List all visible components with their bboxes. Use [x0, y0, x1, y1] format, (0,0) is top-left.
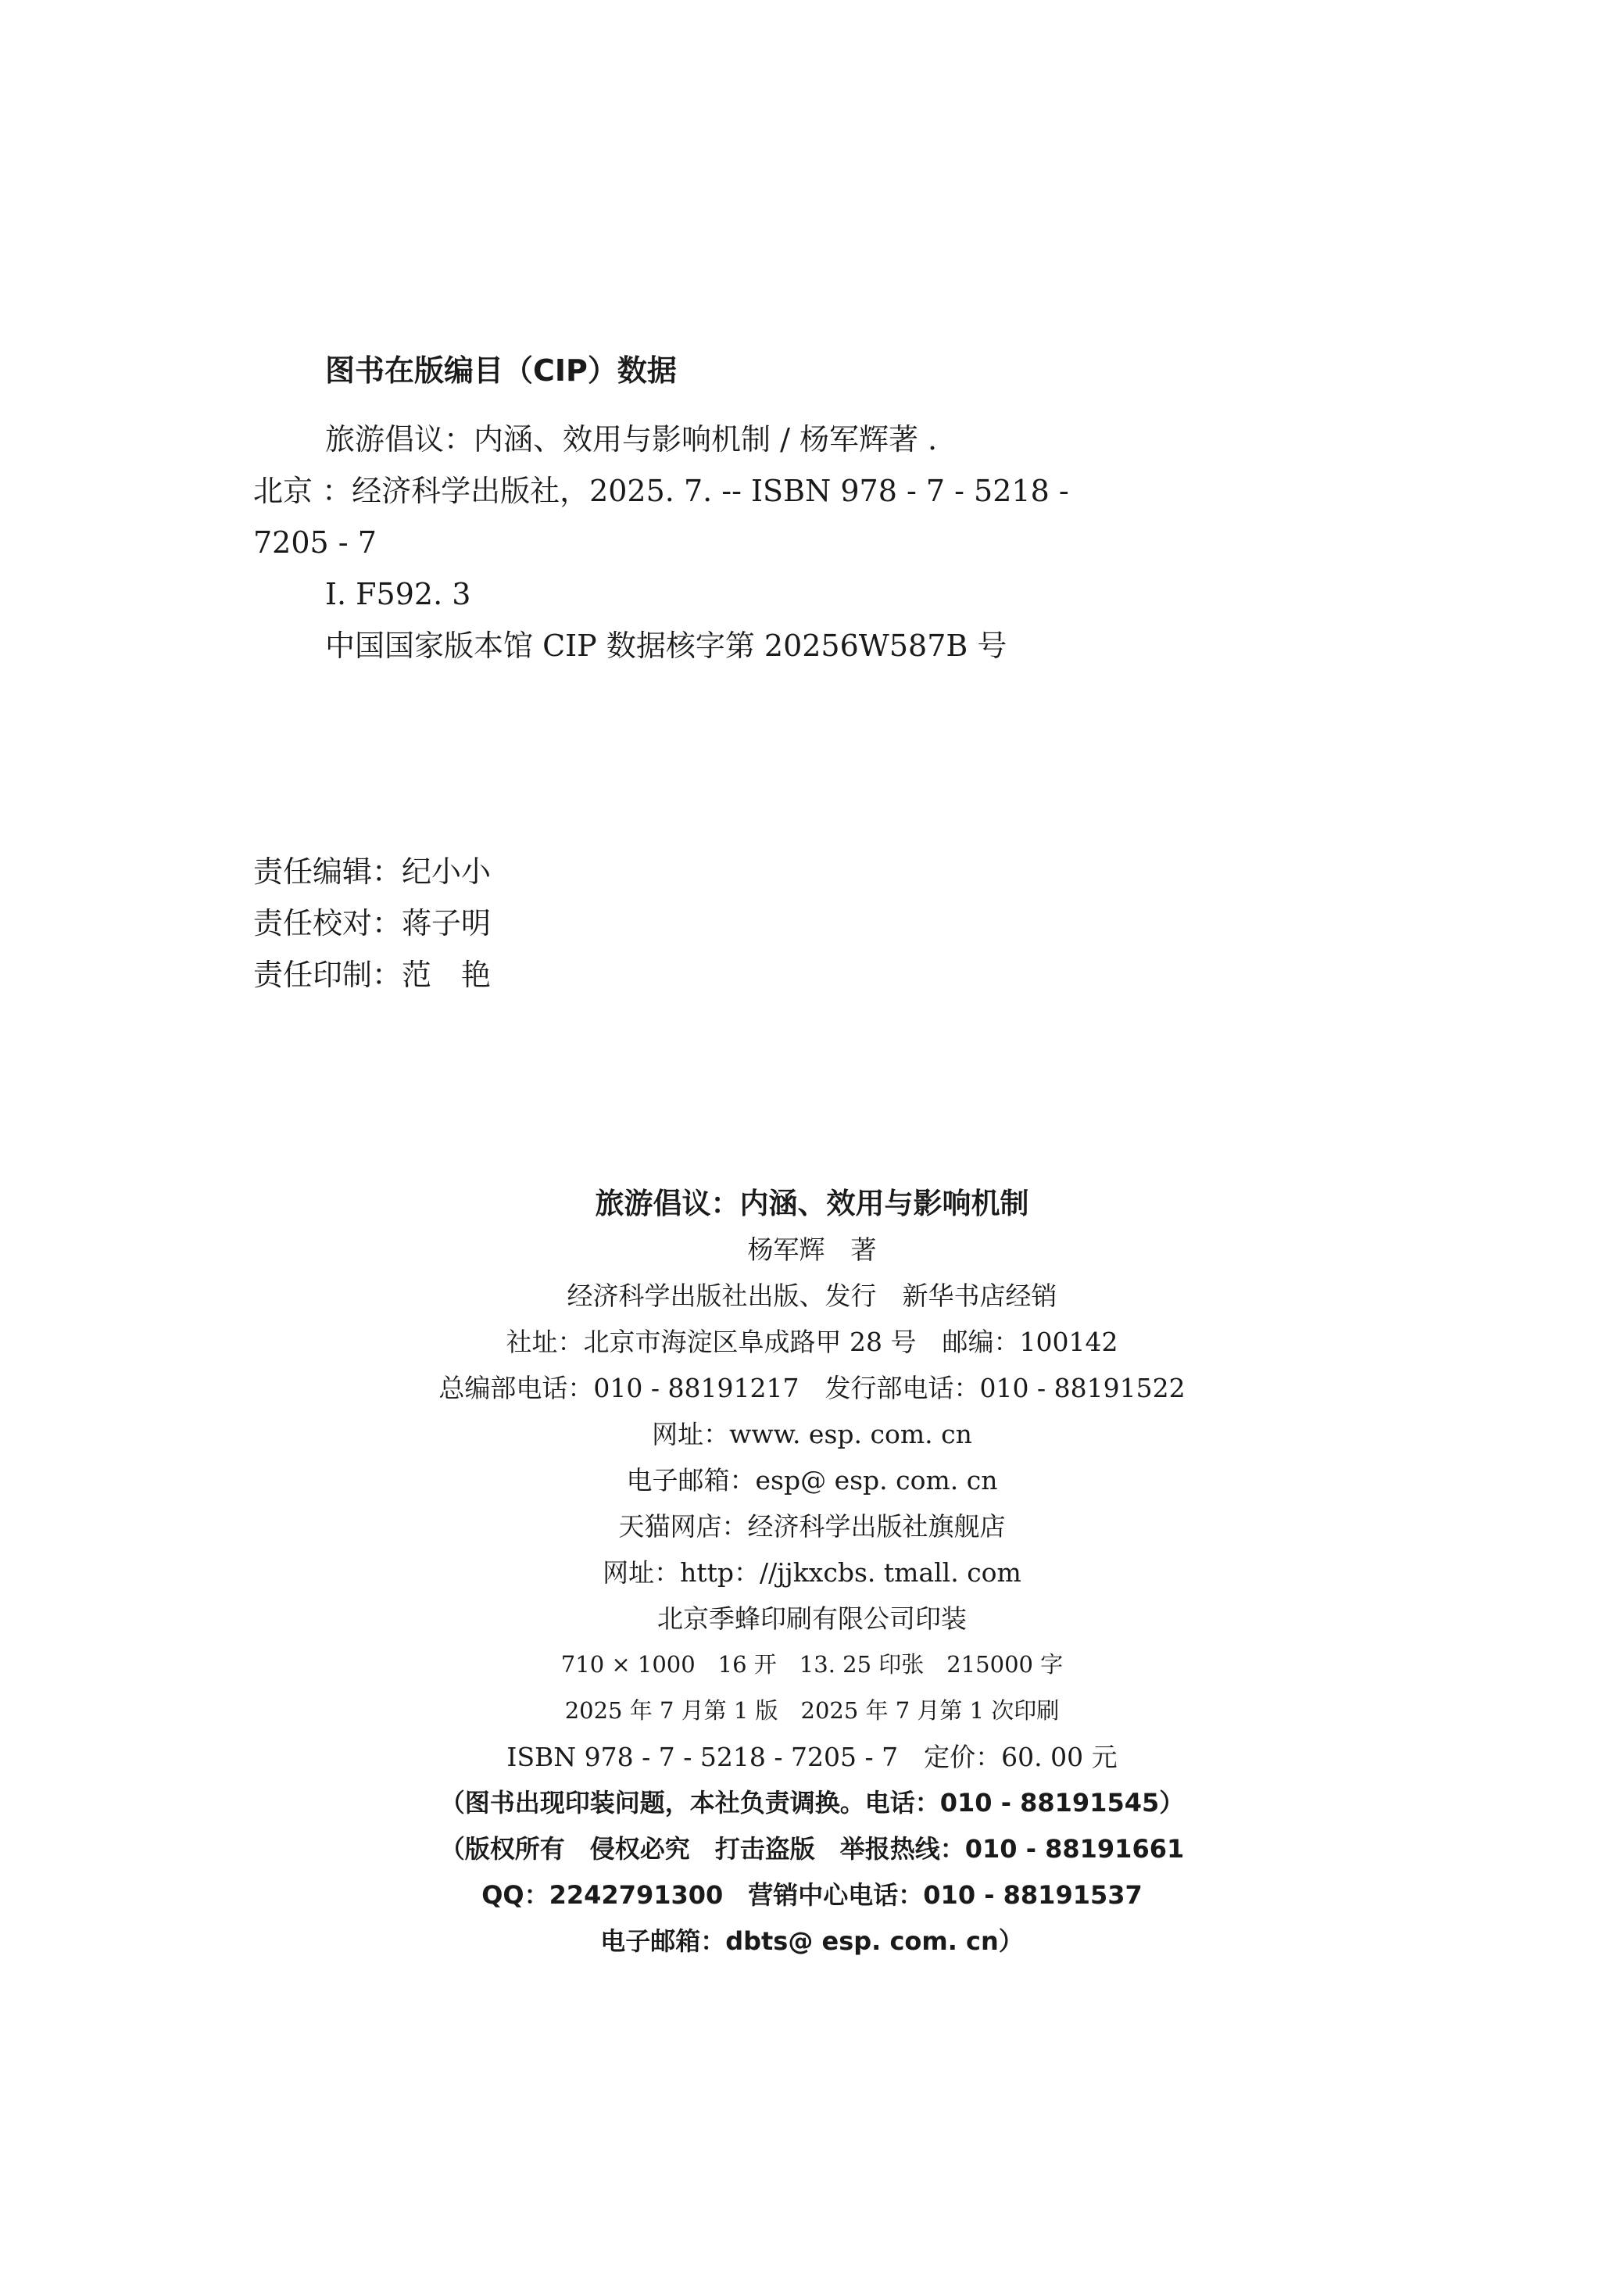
credit-label: 责任校对： [253, 906, 402, 940]
colophon-tmall-store: 天猫网店：经济科学出版社旗舰店 [618, 1511, 1006, 1542]
colophon-title: 旅游倡议：内涵、效用与影响机制 [595, 1187, 1029, 1220]
cip-title-line: 旅游倡议：内涵、效用与影响机制 / 杨军辉著 . [325, 422, 938, 457]
credit-label: 责任印制： [253, 958, 402, 992]
cip-classification: Ⅰ. F592. 3 [325, 577, 471, 611]
colophon-notice-copyright: （版权所有 侵权必究 打击盗版 举报热线：010 - 88191661 [439, 1834, 1185, 1864]
colophon-address: 社址：北京市海淀区阜成路甲 28 号 邮编：100142 [506, 1327, 1118, 1357]
colophon-author: 杨军辉 著 [747, 1234, 877, 1265]
staff-credits [253, 846, 491, 1001]
colophon [0, 1180, 1624, 1965]
credit-editor [253, 846, 491, 897]
cip-publication-line: 北京 ：经济科学出版社，2025. 7. -- ISBN 978 - 7 - 5218 - [253, 474, 1069, 508]
credit-proofreader [253, 897, 491, 949]
cip-record-number: 中国国家版本馆 CIP 数据核字第 20256W587B 号 [325, 629, 1007, 663]
colophon-email: 电子邮箱：esp@ esp. com. cn [626, 1465, 998, 1495]
colophon-tmall-url: 网址：http：//jjkxcbs. tmall. com [603, 1557, 1021, 1588]
credit-value: 纪小小 [402, 854, 492, 889]
colophon-notice-contact: QQ：2242791300 营销中心电话：010 - 88191537 [481, 1880, 1143, 1910]
cip-heading: 图书在版编目（CIP）数据 [325, 353, 677, 388]
credit-value: 蒋子明 [402, 906, 492, 940]
colophon-publisher: 经济科学出版社出版、发行 新华书店经销 [567, 1281, 1057, 1311]
colophon-notice-email: 电子邮箱：dbts@ esp. com. cn） [600, 1926, 1024, 1956]
colophon-website: 网址：www. esp. com. cn [652, 1419, 972, 1449]
colophon-phones: 总编部电话：010 - 88191217 发行部电话：010 - 88191522 [438, 1373, 1186, 1403]
colophon-notice-misprint: （图书出现印装问题，本社负责调换。电话：010 - 88191545） [439, 1788, 1185, 1818]
credit-label: 责任编辑： [253, 854, 402, 889]
colophon-edition: 2025 年 7 月第 1 版 2025 年 7 月第 1 次印刷 [564, 1697, 1060, 1724]
cip-isbn-continuation: 7205 - 7 [253, 525, 377, 560]
credit-value: 范 艳 [402, 958, 492, 992]
credit-printing [253, 949, 491, 1001]
colophon-specs: 710 × 1000 16 开 13. 25 印张 215000 字 [560, 1651, 1064, 1678]
colophon-isbn-price: ISBN 978 - 7 - 5218 - 7205 - 7 定价：60. 00 元 [506, 1742, 1118, 1772]
colophon-printer: 北京季蜂印刷有限公司印装 [657, 1603, 967, 1634]
